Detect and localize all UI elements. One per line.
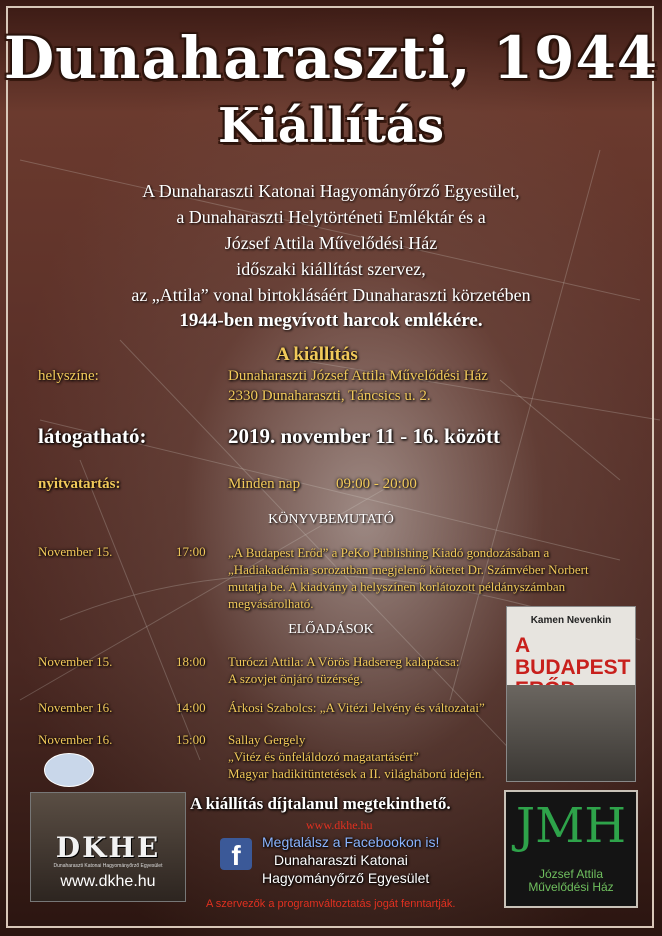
lecture-note: Magyar hadikitüntetések a II. világháború idején.: [228, 766, 485, 781]
lecture-time: 15:00: [176, 732, 206, 747]
lecture-time: 18:00: [176, 654, 206, 669]
lecture-subtitle: A szovjet önjáró tüzérség.: [228, 671, 364, 686]
exhibit-heading: A kiállítás: [276, 344, 358, 365]
poster-title: Dunaharaszti, 1944: [3, 24, 659, 92]
lecture-time: 14:00: [176, 700, 206, 715]
location-line2: 2330 Dunaharaszti, Táncsics u. 2.: [228, 388, 431, 404]
book-launch-date: November 15.: [38, 544, 113, 559]
jmh-logo-text: JMH: [515, 798, 627, 854]
dkhe-logo-caption: Dunaharaszti Katonai Hagyományőrző Egyesület: [53, 863, 163, 869]
book-launch-text: „A Budapest Erőd” a PeKo Publishing Kiadó gondozásában a „Hadiakadémia sorozatban megjelenő kötetet Dr. Számvéber Norbert mutatja be. A kiadvány a helyszínen korlátozott példányszámban megvásárolható.: [228, 545, 589, 611]
intro-line: az „Attila” vonal birtoklásáért Dunaharaszti körzetében: [131, 285, 531, 305]
book-cover: [506, 606, 636, 782]
intro-line-bold: 1944-ben megvívott harcok emlékére.: [179, 310, 483, 331]
book-author: Kamen Nevenkin: [530, 615, 612, 626]
intro-line: időszaki kiállítást szervez,: [236, 259, 426, 279]
dkhe-logo-url: www.dkhe.hu: [60, 873, 156, 890]
jmh-sub-line: József Attila: [538, 867, 604, 881]
dkhe-logo-text: DKHE: [55, 831, 161, 864]
facebook-text[interactable]: Megtalálsz a Facebookon is!: [262, 834, 440, 850]
intro-line: A Dunaharaszti Katonai Hagyományőrző Egyesület,: [142, 181, 520, 201]
intro-line: a Dunaharaszti Helytörténeti Emléktár és a: [176, 207, 486, 227]
lecture-title: Árkosi Szabolcs: „A Vitézi Jelvény és változatai”: [228, 700, 485, 715]
lecture-date: November 15.: [38, 654, 113, 669]
jmh-logo-subtitle: [506, 868, 636, 894]
book-launch-time: 17:00: [176, 544, 206, 559]
hours-label: nyitvatartás:: [38, 476, 121, 492]
hours-days: Minden nap: [228, 476, 301, 492]
lecture-subtitle: „Vitéz és önfeláldozó magatartásért”: [228, 749, 419, 764]
lecture-title: Turóczi Attila: A Vörös Hadsereg kalapácsa:: [228, 654, 460, 669]
location-line1: Dunaharaszti József Attila Művelődési Ház: [228, 368, 488, 384]
poster-subtitle: Kiállítás: [217, 98, 445, 154]
lectures-heading: ELŐADÁSOK: [288, 622, 374, 637]
visit-label: látogatható:: [38, 424, 147, 448]
disclaimer-text: A szervezők a programváltoztatás jogát fenntartják.: [206, 898, 456, 910]
dkhe-logo[interactable]: [30, 792, 186, 902]
org-name-line1: Dunaharaszti Katonai: [274, 852, 408, 868]
location-label: helyszíne:: [38, 368, 99, 384]
jmh-sub-line: Művelődési Ház: [528, 880, 614, 894]
intro-line: József Attila Művelődési Ház: [224, 233, 438, 253]
intro-text: [0, 178, 662, 334]
book-launch-heading: KÖNYVBEMUTATÓ: [268, 512, 394, 527]
seal-icon: [44, 753, 94, 787]
free-entry-text: A kiállítás díjtalanul megtekinthető.: [190, 794, 451, 813]
hours-value: 09:00 - 20:00: [336, 476, 417, 492]
org-name-line2: Hagyományőrző Egyesület: [262, 870, 430, 886]
lecture-date: November 16.: [38, 732, 113, 747]
lecture-title: Sallay Gergely: [228, 732, 306, 747]
visit-value: 2019. november 11 - 16. között: [228, 424, 501, 448]
jmh-logo[interactable]: [504, 790, 638, 908]
lecture-date: November 16.: [38, 700, 113, 715]
facebook-icon[interactable]: f: [220, 838, 252, 870]
book-title: A BUDAPEST: [515, 635, 627, 703]
tank-image: [507, 685, 635, 781]
website-link[interactable]: www.dkhe.hu: [306, 818, 373, 832]
